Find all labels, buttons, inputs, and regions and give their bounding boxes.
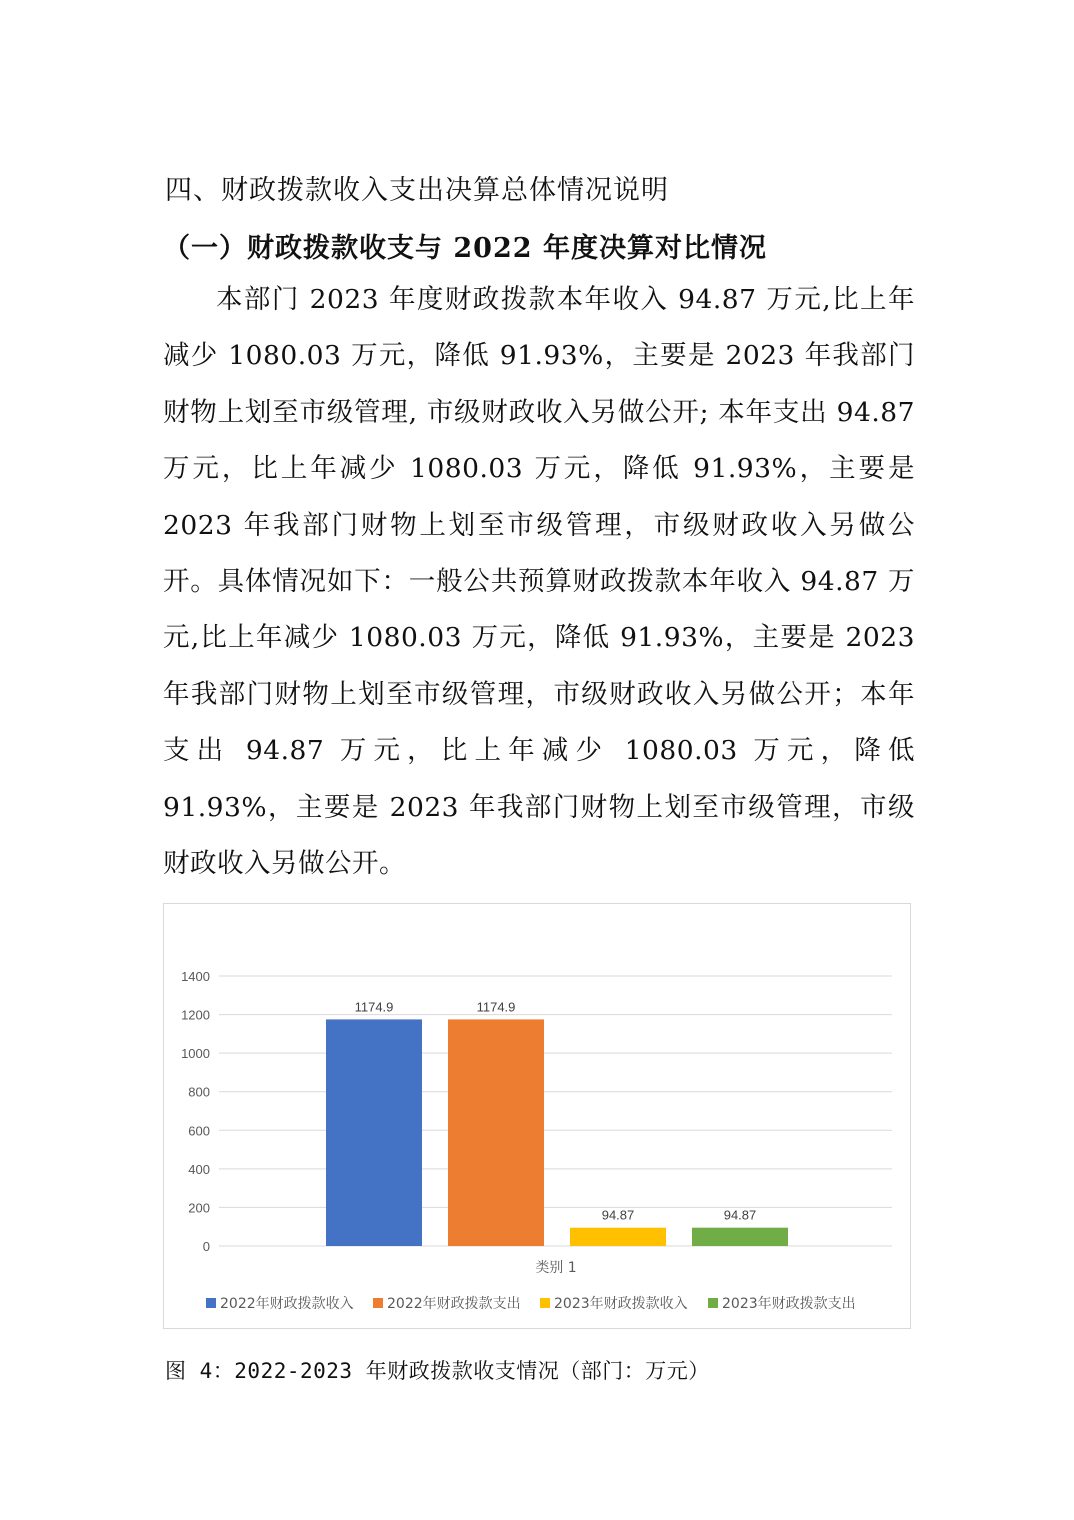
subsection-heading: （一）财政拨款收支与 2022 年度决算对比情况 <box>163 233 767 264</box>
y-tick-label: 400 <box>188 1161 210 1177</box>
bar-chart <box>163 903 911 1329</box>
y-tick-label: 0 <box>202 1239 210 1254</box>
bar-1 <box>326 1019 422 1246</box>
section-heading: 四、财政拨款收入支出决算总体情况说明 <box>165 175 669 206</box>
bar-data-label: 94.87 <box>601 1207 635 1223</box>
legend-label: 2023年财政拨款收入 <box>554 1296 688 1312</box>
legend-swatch <box>206 1298 216 1308</box>
legend-swatch <box>540 1298 550 1308</box>
legend-label: 2022年财政拨款收入 <box>220 1296 354 1312</box>
legend-swatch <box>373 1298 383 1308</box>
legend-swatch <box>708 1298 718 1308</box>
bar-data-label: 94.87 <box>723 1207 757 1223</box>
body-paragraph: 本部门 2023 年度财政拨款本年收入 94.87 万元,比上年减少 1080.03 万元，降低 91.93%，主要是 2023 年我部门财物上划至市级管理, 市级财政收入另做公开; 本年支出 94.87 万元，比上年减少 1080.03 万元，降低 91.93%，主要是 2023 年我部门财物上划至市级管理，市级财政收入另做公开。具体情况如下：一般公共预算财政拨款本年收入 94.87 万元,比上年减少 1080.03 万元，降低 91.93%，主要是 2023 年我部门财物上划至市级管理，市级财政收入另做公开；本年支出 94.87 万元，比上年减少 1080.03 万元，降低 91.93%，主要是 2023 年我部门财物上划至市级管理，市级财政收入另做公开。 <box>163 284 915 880</box>
y-tick-label: 800 <box>188 1084 210 1100</box>
bar-chart-svg <box>164 904 912 1330</box>
y-tick-label: 200 <box>188 1200 210 1216</box>
bar-3 <box>570 1228 666 1246</box>
bar-2 <box>448 1019 544 1246</box>
bar-4 <box>692 1228 788 1246</box>
legend-label: 2022年财政拨款支出 <box>387 1296 521 1312</box>
y-tick-label: 1200 <box>181 1007 210 1023</box>
y-tick-label: 600 <box>188 1123 210 1139</box>
x-category-label: 类别 1 <box>535 1260 577 1276</box>
bar-data-label: 1174.9 <box>354 999 394 1015</box>
figure-caption: 图 4：2022-2023 年财政拨款收支情况（部门：万元） <box>165 1359 710 1383</box>
y-tick-label: 1000 <box>181 1046 210 1062</box>
y-tick-label: 1400 <box>181 969 210 984</box>
bar-data-label: 1174.9 <box>476 999 516 1015</box>
legend-label: 2023年财政拨款支出 <box>722 1296 856 1312</box>
